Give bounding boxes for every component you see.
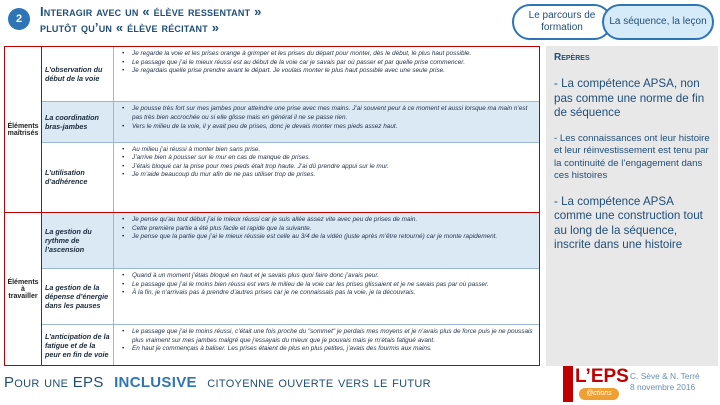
reperes-heading: Repères <box>554 52 590 63</box>
quote-item: • Je pousse très fort sur mes jambes pour atteindre une prise avec mes mains. J’ai souvent peur à ce moment et aussi lorsque ma main n’est pas très bien accrochée ou si elle glisse mais en général il ne se passe rien. <box>120 105 535 122</box>
row-label: La gestion du rythme de l’ascension <box>42 213 114 268</box>
row-label: L’utilisation d’adhérence <box>42 143 114 212</box>
quote-item: • À la fin, je n’arrivais pas à prendre d’autres prises car je ne connaissais pas la voie, je la découvrais. <box>120 289 535 298</box>
nav-parcours-button[interactable] <box>512 4 612 40</box>
group-label: Éléments maîtrisés <box>5 47 42 213</box>
quote-item: • Je pense qu’au tout début j’ai le mieux réussi car je suis allée assez vite avec peu de prises de main. <box>120 216 535 225</box>
quote-item: • En haut je commençais à baliser. Les prises étaient de plus en plus petites, j’avais des fourmis aux mains. <box>120 345 535 354</box>
quote-item: • Quand à un moment j’étais bloqué en haut et je savais plus quoi faire donc j’avais peur. <box>120 272 535 281</box>
logo-tag: @ctions <box>579 388 619 400</box>
quote-item: • Le passage que j’ai le mieux réussi est au début de la voie car je savais par où passer et par quelle prise commencer. <box>120 59 535 68</box>
row-quotes <box>114 325 539 365</box>
table-row <box>42 325 539 365</box>
eps-logo <box>563 366 629 402</box>
footer-highlight: INCLUSIVE <box>114 374 197 391</box>
quote-item: • Le passage que j’ai le moins réussi, c’était une fois proche du "sommet" je perdais mes moyens et je n’avais plus de force puis je ne poussais plus vraiment sur mes jambes malgré que j’essayais du mieux que je pouvais mais je m’étais fatigué avant. <box>120 328 535 345</box>
row-quotes <box>114 269 539 324</box>
slide-title <box>40 4 480 36</box>
group-rows <box>42 213 539 365</box>
slide-title-line-2: plutôt qu’un « élève récitant » <box>40 20 220 35</box>
footer-prefix: Pour une EPS <box>4 374 104 391</box>
table-row <box>42 102 539 142</box>
quote-item: • Je pense que la partie que j’ai le mieux réussie est celle au 3/4 de la vidéo (juste après m’être retourné) car je monte rapidement. <box>120 233 535 242</box>
slide-title-line-1: Interagir avec un « élève ressentant » <box>40 4 262 19</box>
quote-item: • Cette première partie a été plus facile et rapide que la suivante. <box>120 225 535 234</box>
quote-item: • Je regardais quelle prise prendre avant le départ. Je voulais monter le plus haut possible avec une seule prise. <box>120 67 535 76</box>
repere-item: - Les connaissances ont leur histoire et leur réinvestissement est tenu par la continuité de l’engagement dans ces histoires <box>554 132 710 181</box>
quote-item: • Vers le milieu de la voie, il y avait peu de prises, donc je devais monter mes pieds assez haut. <box>120 123 535 132</box>
quote-item: • Je regarde la voie et les prises orange à grimper et les prises du départ pour monter, dès le début, le plus haut possible. <box>120 50 535 59</box>
row-label: L’anticipation de la fatigue et de la peur en fin de voie <box>42 325 114 365</box>
table-row <box>42 213 539 269</box>
credits-authors: C. Sève & N. Terré <box>630 371 700 381</box>
quote-item: • Le passage que j’ai le moins bien réussi est vers le milieu de la voie car les prises glissaient et je ne savais pas par où passer. <box>120 281 535 290</box>
table-row <box>42 269 539 325</box>
repere-item: - La compétence APSA comme une construction tout au long de la séquence, inscrite dans une histoire <box>554 194 703 251</box>
repere-item: - La compétence APSA, non pas comme une norme de fin de séquence <box>554 77 705 119</box>
group-rows <box>42 47 539 213</box>
logo-text: L’EPS <box>575 366 629 387</box>
row-label: La coordination bras-jambes <box>42 102 114 141</box>
row-label: L’observation du début de la voie <box>42 47 114 101</box>
table-row <box>42 143 539 212</box>
row-quotes <box>114 143 539 212</box>
nav-parcours-label: Le parcours de formation <box>528 10 596 33</box>
observation-table <box>4 46 540 366</box>
nav-sequence-label: La séquence, la leçon <box>609 16 707 27</box>
group-label: Éléments à travailler <box>5 213 42 365</box>
quote-item: • J’étais bloqué car la prise pour mes pieds était trop haute. J’ai dû prendre appui sur le mur. <box>120 163 535 172</box>
table-row <box>42 47 539 102</box>
credits-date: 8 novembre 2016 <box>630 382 696 392</box>
row-quotes <box>114 47 539 101</box>
row-label: La gestion de la dépense d’énergie dans les pauses <box>42 269 114 324</box>
nav-sequence-button[interactable] <box>602 4 714 40</box>
footer-slogan <box>4 374 431 391</box>
quote-item: • J’arrive bien à pousser sur le mur en cas de manque de prises. <box>120 154 535 163</box>
logo-bar <box>563 366 573 402</box>
row-quotes <box>114 102 539 141</box>
credits <box>630 371 716 393</box>
slide-number-badge: 2 <box>8 8 30 30</box>
footer-suffix: citoyenne ouverte vers le futur <box>207 374 431 391</box>
reperes-panel <box>546 46 718 366</box>
quote-item: • Au milieu j’ai réussi à monter bien sans prise. <box>120 146 535 155</box>
quote-item: • Je m’aide beaucoup du mur afin de ne pas utiliser trop de prises. <box>120 171 535 180</box>
row-quotes <box>114 213 539 268</box>
